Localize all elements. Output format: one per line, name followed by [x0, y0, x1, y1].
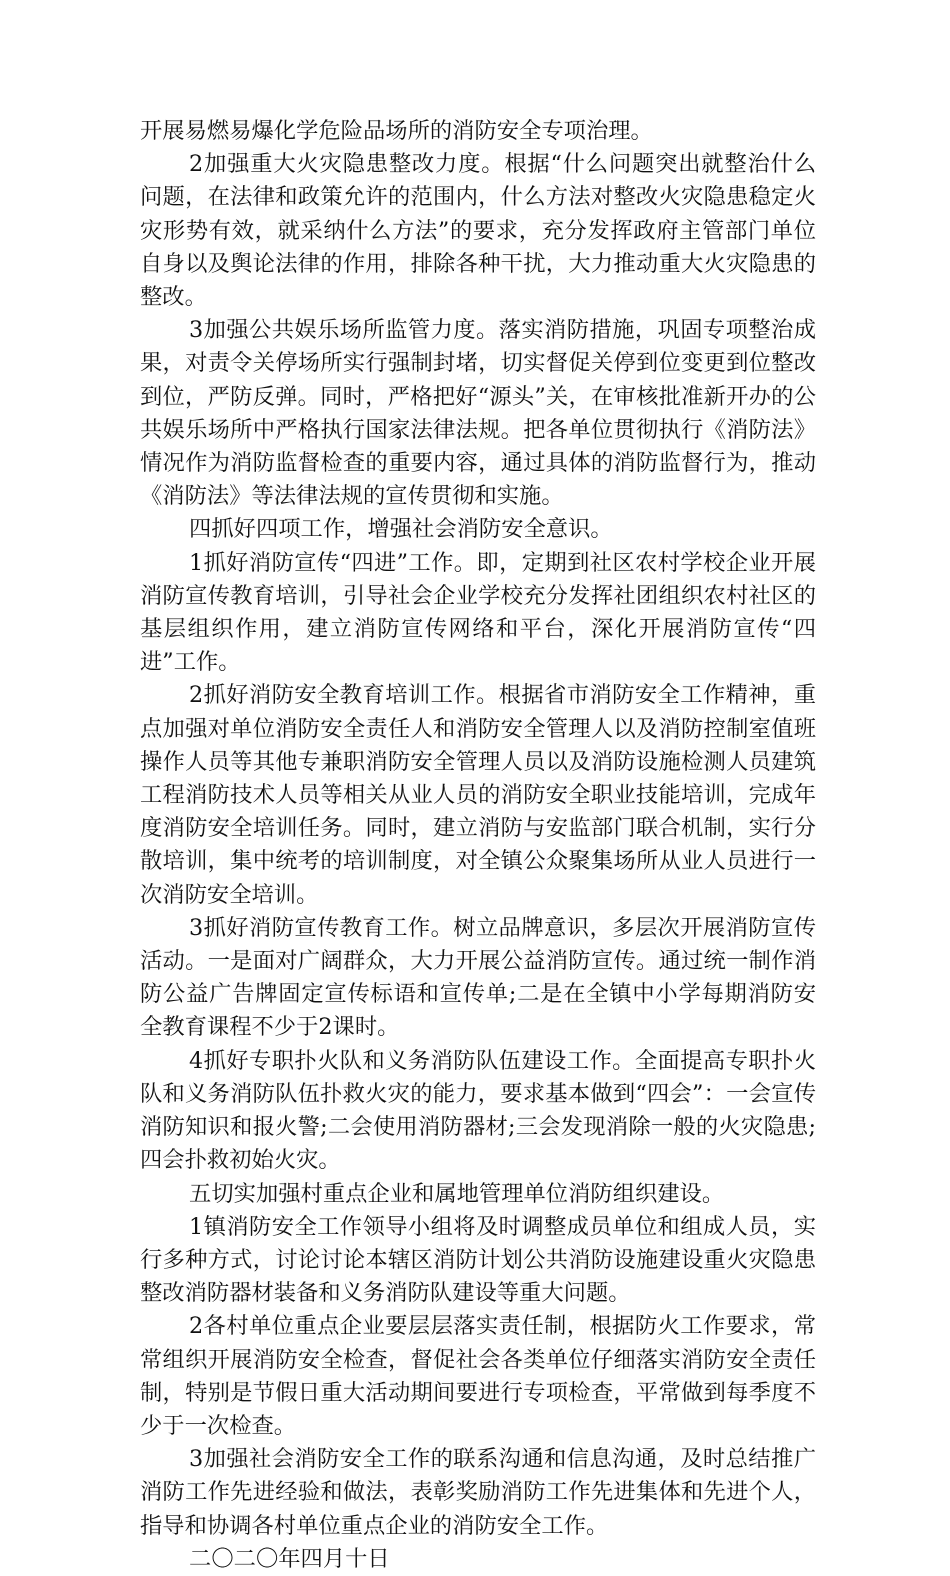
document-body	[140, 115, 816, 1576]
paragraph-8: 4抓好专职扑火队和义务消防队伍建设工作。全面提高专职扑火队和义务消防队伍扑救火灾的能力，要求基本做到“四会”：一会宣传消防知识和报火警;二会使用消防器材;三会发现消除一般的火灾隐患;四会扑救初始火灾。	[140, 1047, 816, 1174]
paragraph-7: 3抓好消防宣传教育工作。树立品牌意识，多层次开展消防宣传活动。一是面对广阔群众，大力开展公益消防宣传。通过统一制作消防公益广告牌固定宣传标语和宣传单;二是在全镇中小学每期消防安全教育课程不少于2课时。	[140, 914, 816, 1041]
paragraph-2: 2加强重大火灾隐患整改力度。根据“什么问题突出就整治什么问题，在法律和政策允许的范围内，什么方法对整改火灾隐患稳定火灾形势有效，就采纳什么方法”的要求，充分发挥政府主管部门单位自身以及舆论法律的作用，排除各种干扰，大力推动重大火灾隐患的整改。	[140, 151, 816, 311]
document-date: 二〇二〇年四月十日	[189, 1545, 390, 1572]
paragraph-1: 开展易燃易爆化学危险品场所的消防安全专项治理。	[140, 118, 653, 144]
paragraph-12: 3加强社会消防安全工作的联系沟通和信息沟通，及时总结推广消防工作先进经验和做法，表彰奖励消防工作先进集体和先进个人，指导和协调各村单位重点企业的消防安全工作。	[140, 1446, 816, 1539]
paragraph-10: 1镇消防安全工作领导小组将及时调整成员单位和组成人员，实行多种方式，讨论讨论本辖区消防计划公共消防设施建设重火灾隐患整改消防器材装备和义务消防队建设等重大问题。	[140, 1213, 816, 1307]
paragraph-5: 1抓好消防宣传“四进”工作。即，定期到社区农村学校企业开展消防宣传教育培训，引导社会企业学校充分发挥社团组织农村社区的基层组织作用，建立消防宣传网络和平台，深化开展消防宣传“四进”工作。	[140, 549, 816, 676]
section-heading-5: 五切实加强村重点企业和属地管理单位消防组织建设。	[189, 1180, 725, 1207]
paragraph-11: 2各村单位重点企业要层层落实责任制，根据防火工作要求，常常组织开展消防安全检查，督促社会各类单位仔细落实消防安全责任制，特别是节假日重大活动期间要进行专项检查，平常做到每季度不少于一次检查。	[140, 1313, 816, 1439]
paragraph-6: 2抓好消防安全教育培训工作。根据省市消防安全工作精神，重点加强对单位消防安全责任人和消防安全管理人以及消防控制室值班操作人员等其他专兼职消防安全管理人员以及消防设施检测人员建筑工程消防技术人员等相关从业人员的消防安全职业技能培训，完成年度消防安全培训任务。同时，建立消防与安监部门联合机制，实行分散培训，集中统考的培训制度，对全镇公众聚集场所从业人员进行一次消防安全培训。	[140, 682, 816, 908]
section-heading-4: 四抓好四项工作，增强社会消防安全意识。	[189, 516, 613, 543]
paragraph-3: 3加强公共娱乐场所监管力度。落实消防措施，巩固专项整治成果，对责令关停场所实行强制封堵，切实督促关停到位变更到位整改到位，严防反弹。同时，严格把好“源头”关，在审核批准新开办的公共娱乐场所中严格执行国家法律法规。把各单位贯彻执行《消防法》情况作为消防监督检查的重要内容，通过具体的消防监督行为，推动《消防法》等法律法规的宣传贯彻和实施。	[140, 317, 816, 510]
